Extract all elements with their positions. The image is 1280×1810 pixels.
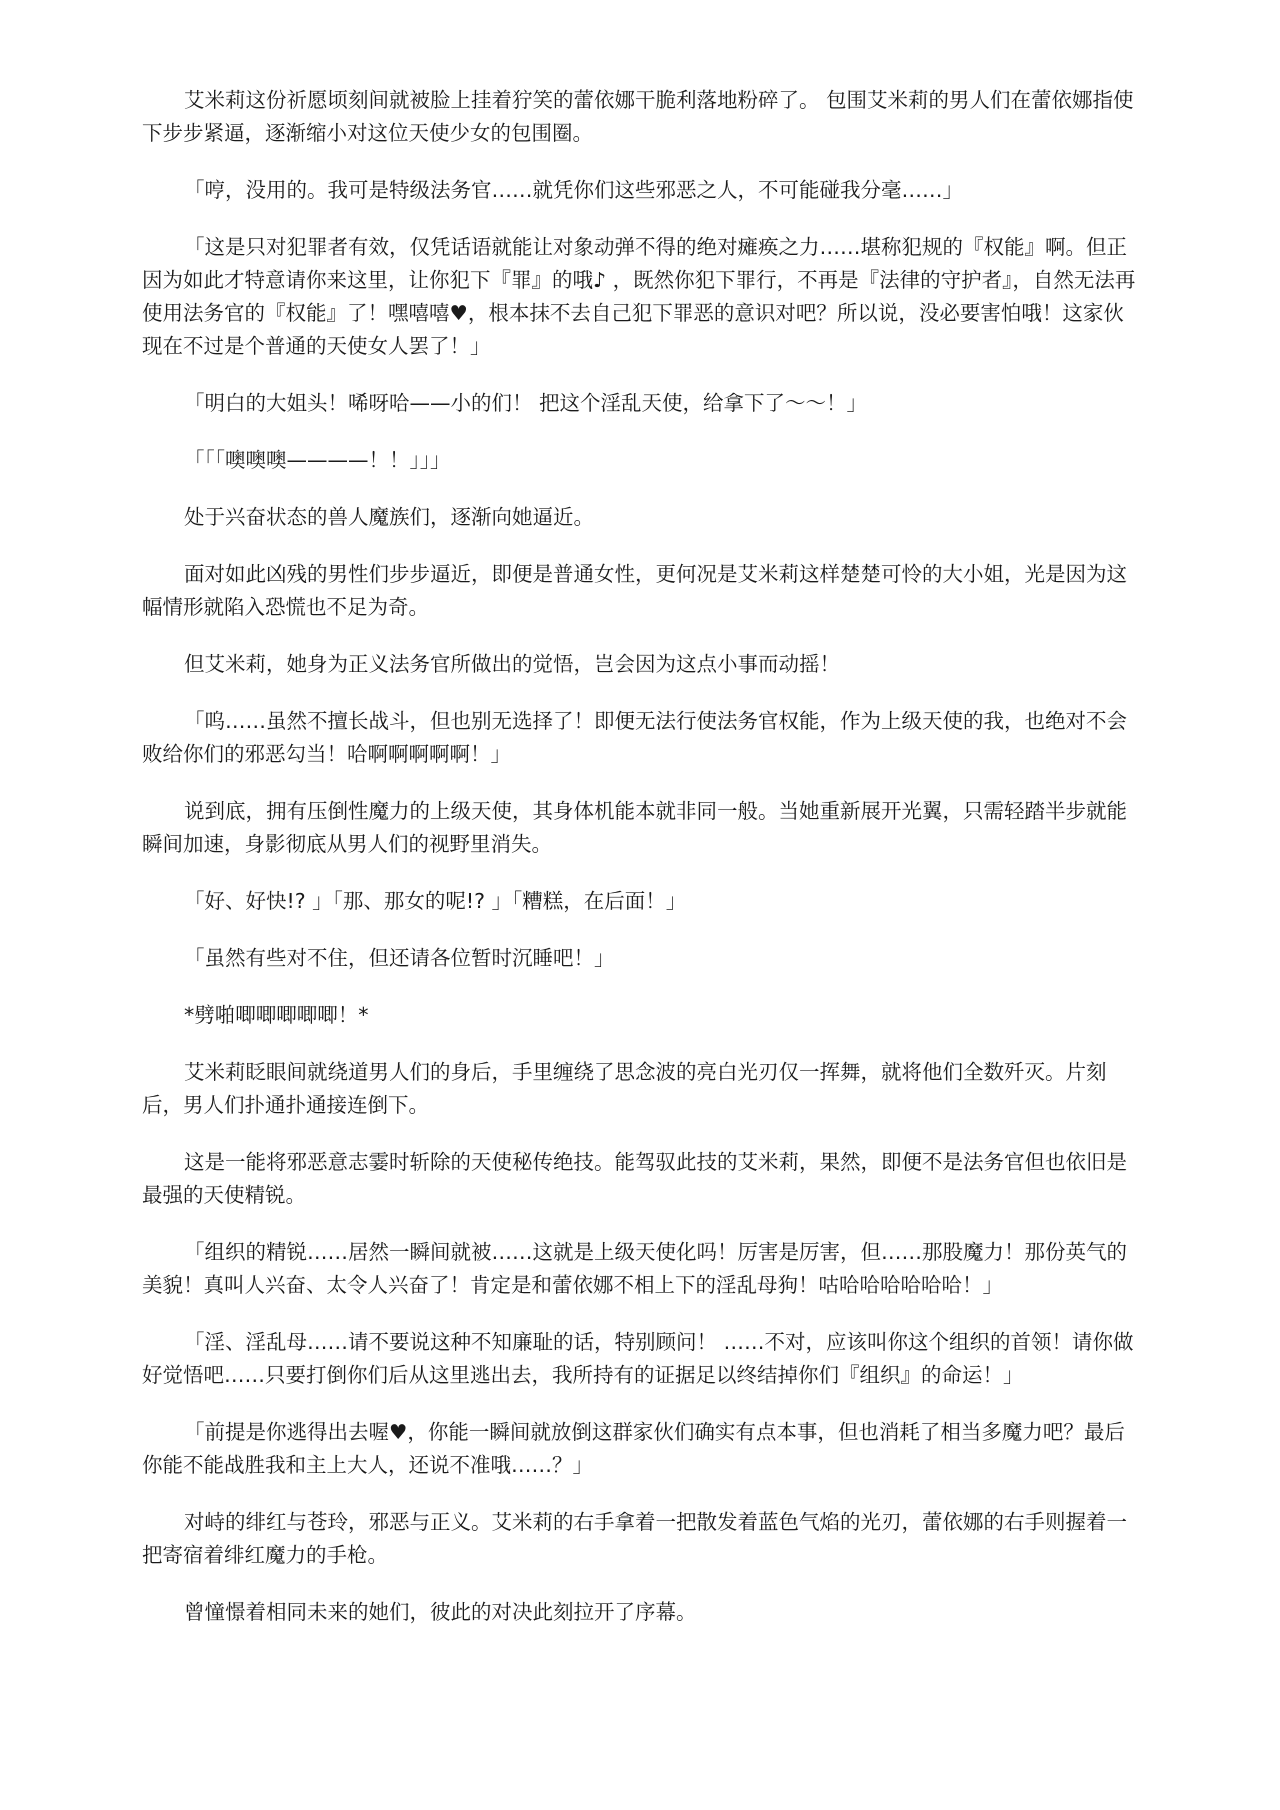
paragraph: 「虽然有些对不住，但还请各位暂时沉睡吧！」 xyxy=(184,946,615,970)
paragraph: 「组织的精锐……居然一瞬间就被……这就是上级天使化吗！厉害是厉害，但……那股魔力！那份英气的美貌！真叫人兴奋、太令人兴奋了！肯定是和蕾依娜不相上下的淫乱母狗！咕哈哈哈哈哈哈！」 xyxy=(142,1240,1127,1297)
paragraph: 这是一能将邪恶意志霎时斩除的天使秘传绝技。能驾驭此技的艾米莉，果然，即便不是法务官但也依旧是最强的天使精锐。 xyxy=(142,1150,1127,1207)
document-page xyxy=(142,84,1138,1653)
paragraph: 「呜……虽然不擅长战斗，但也别无选择了！即便无法行使法务官权能，作为上级天使的我，也绝对不会败给你们的邪恶勾当！哈啊啊啊啊啊！」 xyxy=(142,709,1127,766)
paragraph: 对峙的绯红与苍玲，邪恶与正义。艾米莉的右手拿着一把散发着蓝色气焰的光刃，蕾依娜的右手则握着一把寄宿着绯红魔力的手枪。 xyxy=(142,1510,1127,1567)
paragraph: 处于兴奋状态的兽人魔族们，逐渐向她逼近。 xyxy=(184,505,594,529)
paragraph: 「淫、淫乱母……请不要说这种不知廉耻的话，特别顾问！ ……不对，应该叫你这个组织的首领！请你做好觉悟吧……只要打倒你们后从这里逃出去，我所持有的证据足以终结掉你们『组织』的命运！」 xyxy=(142,1330,1134,1387)
paragraph: 曾憧憬着相同未来的她们，彼此的对决此刻拉开了序幕。 xyxy=(184,1600,697,1624)
paragraph: 「明白的大姐头！唏呀哈——小的们！ 把这个淫乱天使，给拿下了〜〜！」 xyxy=(184,391,868,415)
paragraph: *劈啪唧唧唧唧唧！* xyxy=(184,1003,369,1027)
paragraph: 艾米莉眨眼间就绕道男人们的身后，手里缠绕了思念波的亮白光刃仅一挥舞，就将他们全数歼灭。片刻后，男人们扑通扑通接连倒下。 xyxy=(142,1060,1107,1117)
paragraph: 但艾米莉，她身为正义法务官所做出的觉悟，岂会因为这点小事而动摇！ xyxy=(184,652,840,676)
paragraph: 面对如此凶残的男性们步步逼近，即便是普通女性，更何况是艾米莉这样楚楚可怜的大小姐，光是因为这幅情形就陷入恐慌也不足为奇。 xyxy=(142,562,1127,619)
paragraph: 艾米莉这份祈愿顷刻间就被脸上挂着狞笑的蕾依娜干脆利落地粉碎了。 包围艾米莉的男人们在蕾依娜指使下步步紧逼，逐渐缩小对这位天使少女的包围圈。 xyxy=(142,88,1134,145)
paragraph: 「哼，没用的。我可是特级法务官……就凭你们这些邪恶之人，不可能碰我分毫……」 xyxy=(184,178,963,202)
paragraph: 「前提是你逃得出去喔♥，你能一瞬间就放倒这群家伙们确实有点本事，但也消耗了相当多魔力吧？最后你能不能战胜我和主上大人，还说不准哦……？」 xyxy=(142,1420,1125,1477)
paragraph: 说到底，拥有压倒性魔力的上级天使，其身体机能本就非同一般。当她重新展开光翼，只需轻踏半步就能瞬间加速，身影彻底从男人们的视野里消失。 xyxy=(142,799,1127,856)
paragraph: 「「「噢噢噢————！！」」」 xyxy=(184,448,451,472)
paragraph: 「好、好快!? 」「那、那女的呢!? 」「糟糕，在后面！」 xyxy=(184,889,687,913)
paragraph: 「这是只对犯罪者有效，仅凭话语就能让对象动弹不得的绝对瘫痪之力……堪称犯规的『权能』啊。但正因为如此才特意请你来这里，让你犯下『罪』的哦♪ ，既然你犯下罪行，不再是『法律的守护者』，自然无法再使用法务官的『权能』了！嘿嘻嘻♥，根本抹不去自己犯下罪恶的意识对吧？所以说，没必要害怕哦！这家伙现在不过是个普通的天使女人罢了！」 xyxy=(142,235,1136,358)
